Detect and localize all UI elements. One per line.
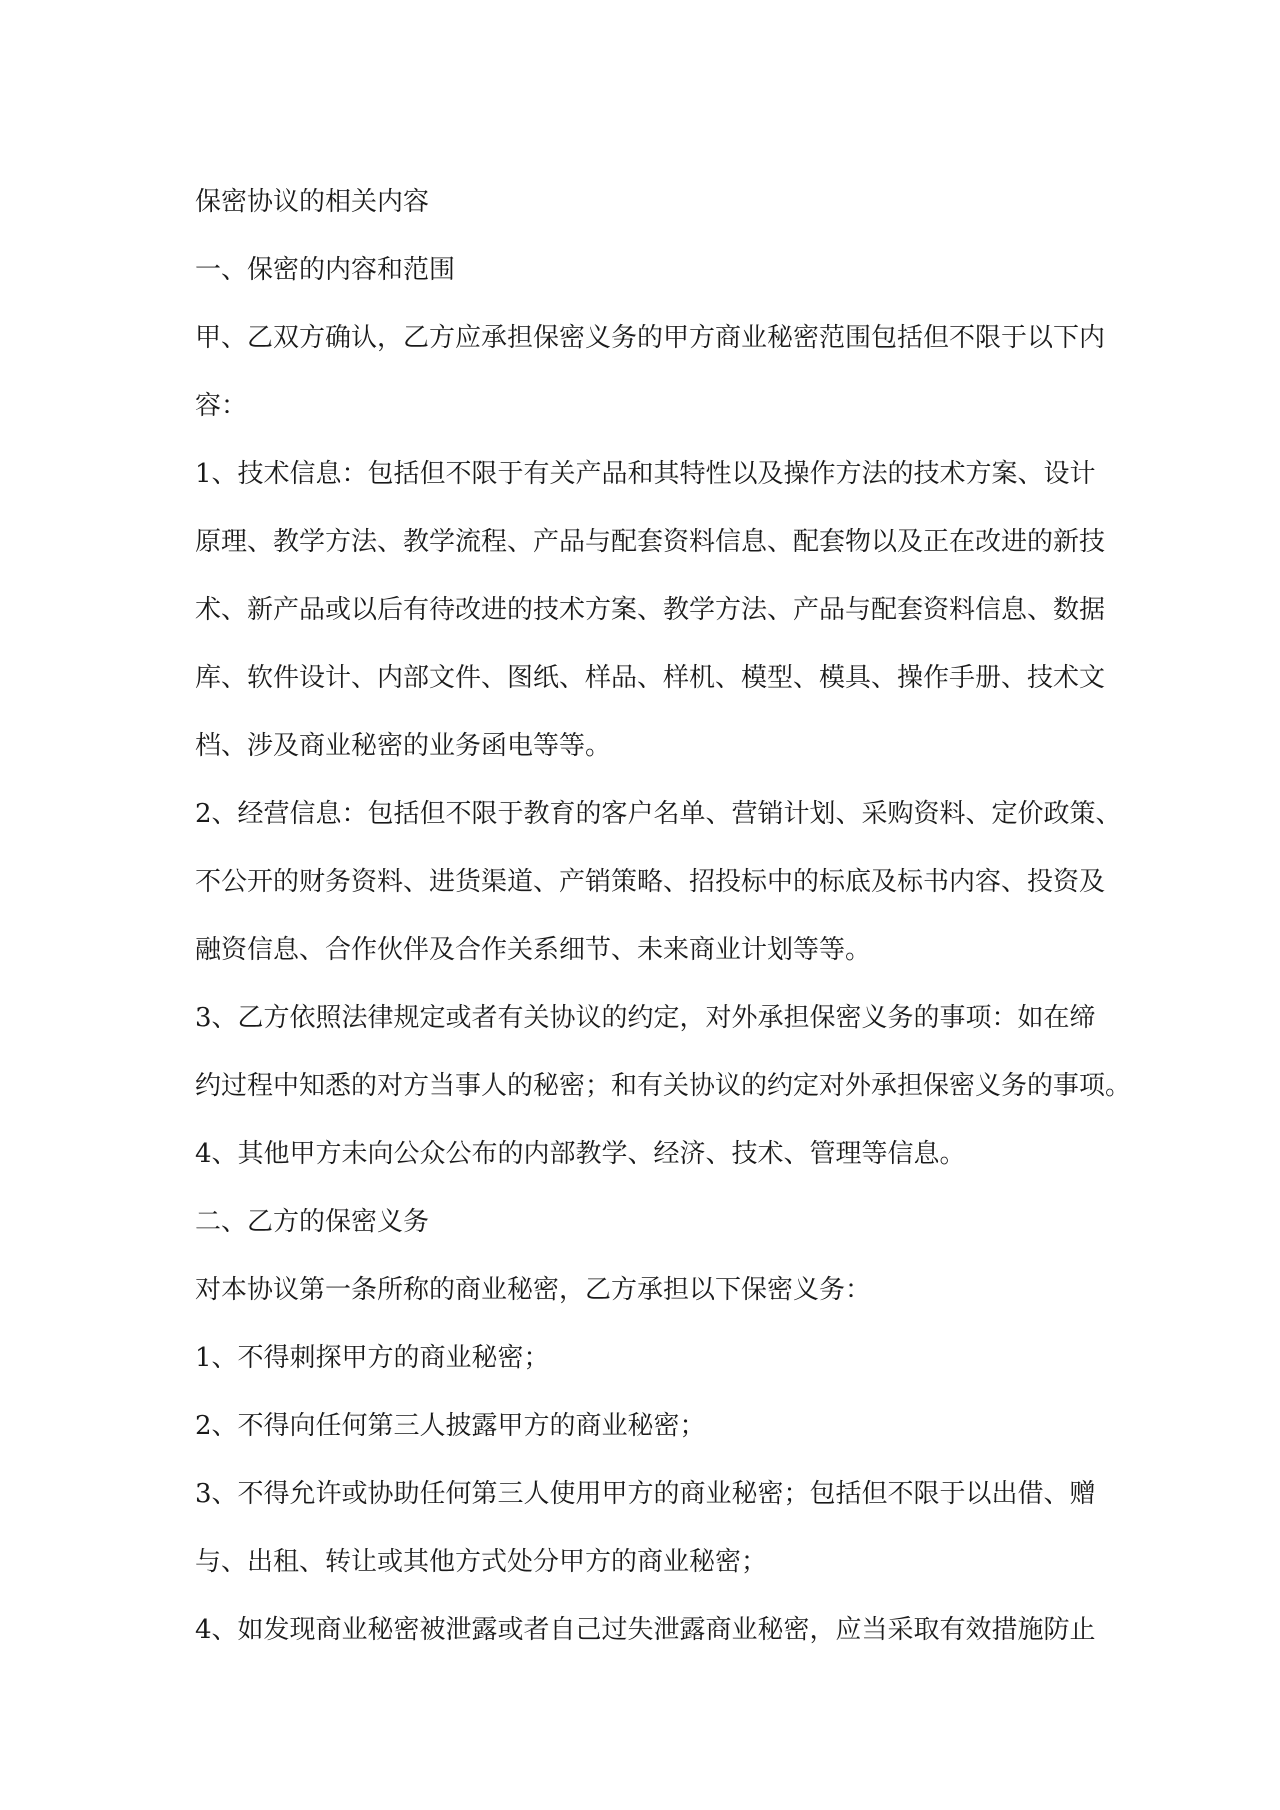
paragraph-line: 2、经营信息：包括但不限于教育的客户名单、营销计划、采购资料、定价政策、	[195, 799, 1122, 829]
paragraph-line: 3、乙方依照法律规定或者有关协议的约定，对外承担保密义务的事项：如在缔	[195, 1003, 1096, 1033]
paragraph-line: 不公开的财务资料、进货渠道、产销策略、招投标中的标底及标书内容、投资及	[195, 867, 1106, 897]
paragraph-line: 对本协议第一条所称的商业秘密，乙方承担以下保密义务：	[195, 1275, 872, 1305]
paragraph-line: 术、新产品或以后有待改进的技术方案、教学方法、产品与配套资料信息、数据	[195, 595, 1106, 625]
paragraph-line: 2、不得向任何第三人披露甲方的商业秘密；	[195, 1411, 706, 1441]
paragraph-line: 4、其他甲方未向公众公布的内部教学、经济、技术、管理等信息。	[195, 1139, 966, 1169]
paragraph-line: 1、不得刺探甲方的商业秘密；	[195, 1343, 550, 1373]
paragraph-line: 与、出租、转让或其他方式处分甲方的商业秘密；	[195, 1547, 768, 1577]
paragraph-line: 原理、教学方法、教学流程、产品与配套资料信息、配套物以及正在改进的新技	[195, 527, 1106, 557]
paragraph-line: 甲、乙双方确认，乙方应承担保密义务的甲方商业秘密范围包括但不限于以下内	[195, 323, 1106, 353]
section-heading-1: 一、保密的内容和范围	[195, 255, 456, 285]
document-title: 保密协议的相关内容	[195, 187, 430, 217]
paragraph-line: 1、技术信息：包括但不限于有关产品和其特性以及操作方法的技术方案、设计	[195, 459, 1096, 489]
paragraph-line: 3、不得允许或协助任何第三人使用甲方的商业秘密；包括但不限于以出借、赠	[195, 1479, 1096, 1509]
paragraph-line: 约过程中知悉的对方当事人的秘密；和有关协议的约定对外承担保密义务的事项。	[195, 1071, 1132, 1101]
paragraph-line: 融资信息、合作伙伴及合作关系细节、未来商业计划等等。	[195, 935, 872, 965]
document-body	[195, 168, 1132, 1664]
paragraph-line: 容：	[195, 391, 248, 421]
paragraph-line: 档、涉及商业秘密的业务函电等等。	[195, 731, 612, 761]
paragraph-line: 4、如发现商业秘密被泄露或者自己过失泄露商业秘密，应当采取有效措施防止	[195, 1615, 1096, 1645]
paragraph-line: 库、软件设计、内部文件、图纸、样品、样机、模型、模具、操作手册、技术文	[195, 663, 1106, 693]
section-heading-2: 二、乙方的保密义务	[195, 1207, 430, 1237]
